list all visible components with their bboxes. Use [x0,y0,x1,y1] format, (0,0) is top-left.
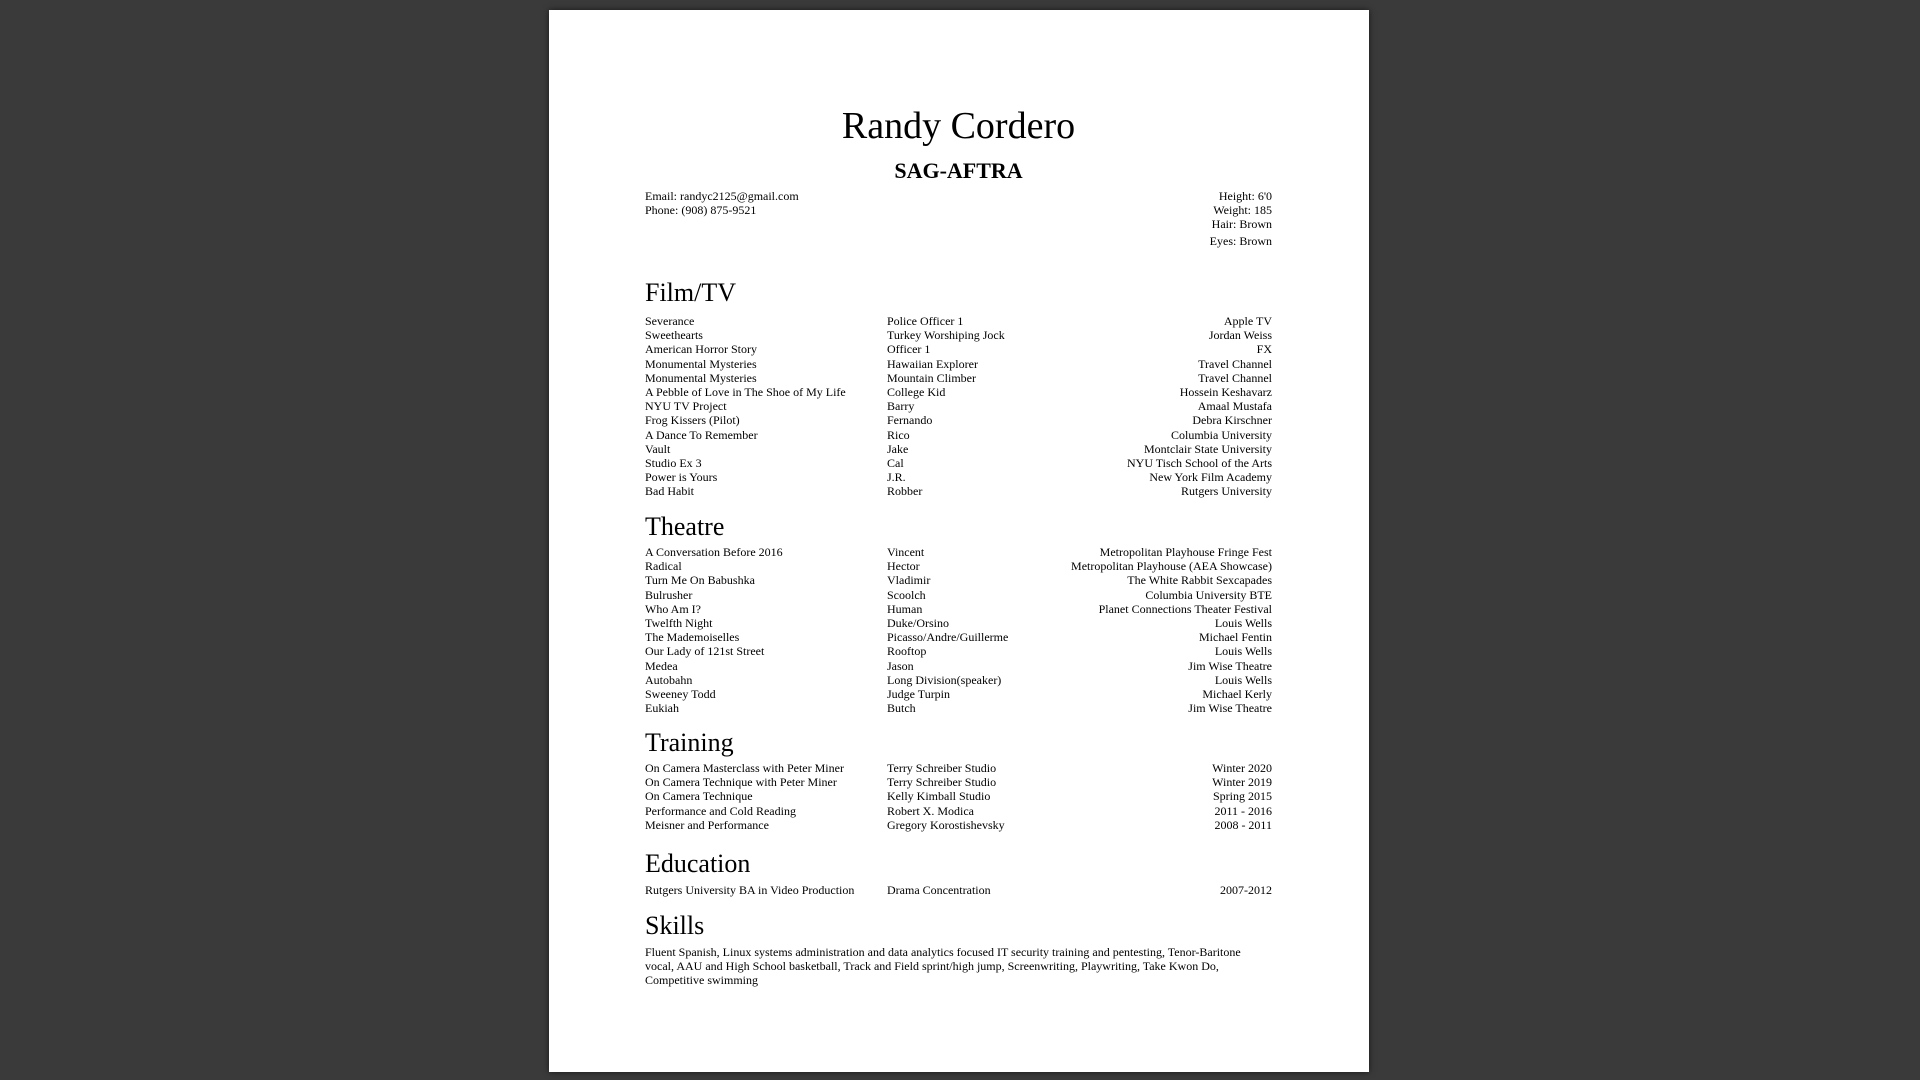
credit-venue: Travel Channel [1198,370,1272,385]
credit-role: Cal [887,455,904,470]
credit-role: Long Division(speaker) [887,672,1002,687]
height-line: Height: 6'0 [1218,189,1272,203]
credit-title: Sweethearts [645,328,703,343]
phone-line: Phone: (908) 875-9521 [645,203,757,217]
credit-title: A Dance To Remember [645,427,758,442]
credit-row [645,588,1272,602]
credit-venue: Travel Channel [1198,356,1272,371]
resume-page [549,10,1369,1072]
credit-title: Turn Me On Babushka [645,573,755,588]
credit-venue: Hossein Keshavarz [1179,384,1272,399]
credit-role: Officer 1 [887,342,931,357]
credit-row [645,761,1272,775]
section-title-skills: Skills [645,911,705,940]
credit-role: Kelly Kimball Studio [887,789,991,804]
credit-row [645,687,1272,701]
credit-row [645,442,1272,456]
credit-venue: Debra Kirschner [1192,413,1272,428]
skills-text: Fluent Spanish, Linux systems administration and data analytics focused IT security training and pentesting, Tenor-Baritone vocal, AAU and High School basketball, Track and Field sprint/high jump, Screenwriting, Playwriting, Take Kwon Do, Competitive swimming [645,945,1241,988]
credit-title: Eukiah [645,701,679,716]
credit-row [645,701,1272,715]
credit-venue: Michael Kerly [1202,686,1272,701]
credit-role: Duke/Orsino [887,615,949,630]
credit-row [645,456,1272,470]
education-list [645,883,1272,897]
credit-title: Studio Ex 3 [645,455,702,470]
eyes-line: Eyes: Brown [1209,234,1272,248]
credit-title: Our Lady of 121st Street [645,644,765,659]
section-title-training: Training [645,728,734,757]
credit-venue: Columbia University BTE [1145,587,1272,602]
credit-row [645,818,1272,832]
credit-title: On Camera Technique with Peter Miner [645,775,837,790]
credit-role: Vincent [887,545,925,559]
credit-title: Frog Kissers (Pilot) [645,413,740,428]
credit-venue: Metropolitan Playhouse Fringe Fest [1099,545,1272,559]
credit-venue: 2007-2012 [1220,883,1272,897]
credit-row [645,883,1272,897]
credit-role: Gregory Korostishevsky [887,817,1005,832]
credit-title: Autobahn [645,672,693,687]
credit-row [645,413,1272,427]
credit-row [645,559,1272,573]
credit-role: Terry Schreiber Studio [887,761,997,775]
credit-venue: NYU Tisch School of the Arts [1126,455,1272,470]
credit-title: On Camera Technique [645,789,753,804]
credit-row [645,328,1272,342]
union-affiliation: SAG-AFTRA [894,158,1023,183]
credit-title: Medea [645,658,678,673]
credit-venue: Apple TV [1223,314,1272,328]
email-line: Email: randyc2125@gmail.com [645,189,799,203]
credit-venue: FX [1256,342,1272,357]
credit-title: Rutgers University BA in Video Production [645,883,855,897]
credit-row [645,371,1272,385]
credit-title: Performance and Cold Reading [645,803,796,818]
credit-role: Hawaiian Explorer [887,356,978,371]
credit-venue: Montclair State University [1144,441,1272,456]
credit-role: Drama Concentration [887,883,991,897]
credit-venue: The White Rabbit Sexcapades [1127,573,1272,588]
credit-role: Picasso/Andre/Guillerme [887,630,1009,645]
credit-venue: Jim Wise Theatre [1188,658,1272,673]
credit-role: Jason [887,658,914,673]
credit-row [645,385,1272,399]
contact-info [645,189,799,217]
credit-title: Severance [645,314,695,328]
credit-title: Sweeney Todd [645,686,716,701]
credit-row [645,789,1272,803]
credit-venue: Amaal Mustafa [1197,399,1272,414]
credit-row [645,399,1272,413]
credit-role: Robert X. Modica [887,803,974,818]
credit-row [645,602,1272,616]
credit-title: NYU TV Project [645,399,727,414]
credit-title: Who Am I? [645,601,701,616]
credit-title: Monumental Mysteries [645,356,757,371]
credit-role: Human [887,601,923,616]
credit-row [645,314,1272,328]
section-title-film-tv: Film/TV [645,278,737,307]
credit-row [645,804,1272,818]
hair-line: Hair: Brown [1211,217,1272,231]
credit-role: Vladimir [887,573,931,588]
film-tv-list [645,314,1272,498]
credit-title: Radical [645,559,682,574]
credit-venue: Spring 2015 [1212,789,1272,804]
section-title-theatre: Theatre [645,512,725,541]
credit-role: Robber [887,484,923,499]
credit-title: The Mademoiselles [645,630,740,645]
credit-title: American Horror Story [645,342,757,357]
credit-row [645,545,1272,559]
credit-venue: Winter 2020 [1212,761,1272,775]
credit-row [645,659,1272,673]
credit-role: Turkey Worshiping Jock [887,328,1005,343]
credit-venue: Jordan Weiss [1208,328,1272,343]
credit-venue: 2008 - 2011 [1214,817,1272,832]
credit-venue: New York Film Academy [1149,470,1272,485]
credit-role: Butch [887,701,916,716]
credit-venue: Planet Connections Theater Festival [1098,601,1272,616]
credit-row [645,644,1272,658]
credit-venue: Winter 2019 [1212,775,1272,790]
credit-role: Rooftop [887,644,927,659]
credit-venue: Louis Wells [1214,644,1272,659]
credit-title: Vault [645,441,671,456]
weight-line: Weight: 185 [1213,203,1272,217]
actor-name: Randy Cordero [841,105,1076,147]
credit-role: Barry [887,399,915,414]
credit-role: Police Officer 1 [887,314,964,328]
credit-venue: Michael Fentin [1199,630,1272,645]
theatre-list [645,545,1272,715]
credit-role: Fernando [887,413,933,428]
credit-venue: Louis Wells [1214,615,1272,630]
credit-role: Hector [887,559,920,574]
credit-title: Bad Habit [645,484,694,499]
credit-venue: Rutgers University [1181,484,1272,499]
credit-role: College Kid [887,384,946,399]
credit-title: Power is Yours [645,470,718,485]
credit-row [645,775,1272,789]
credit-row [645,573,1272,587]
credit-role: Jake [887,441,909,456]
credit-venue: Louis Wells [1214,672,1272,687]
credit-venue: Columbia University [1171,427,1272,442]
credit-venue: Metropolitan Playhouse (AEA Showcase) [1071,559,1272,574]
section-title-education: Education [645,849,751,878]
credit-row [645,428,1272,442]
credit-venue: Jim Wise Theatre [1188,701,1272,716]
credit-title: A Pebble of Love in The Shoe of My Life [645,384,846,399]
credit-row [645,673,1272,687]
credit-venue: 2011 - 2016 [1214,803,1272,818]
training-list [645,761,1272,832]
credit-role: Mountain Climber [887,370,976,385]
credit-title: Meisner and Performance [645,817,769,832]
credit-row [645,630,1272,644]
credit-title: Bulrusher [645,587,693,602]
credit-row [645,342,1272,356]
credit-row [645,357,1272,371]
credit-row [645,470,1272,484]
credit-role: Judge Turpin [887,686,951,701]
credit-row [645,616,1272,630]
credit-role: Scoolch [887,587,926,602]
physical-stats [1210,189,1272,248]
credit-title: Monumental Mysteries [645,370,757,385]
credit-role: Terry Schreiber Studio [887,775,997,790]
credit-row [645,484,1272,498]
credit-role: J.R. [887,470,906,485]
credit-title: A Conversation Before 2016 [645,545,783,559]
credit-role: Rico [887,427,910,442]
credit-title: On Camera Masterclass with Peter Miner [645,761,844,775]
credit-title: Twelfth Night [645,615,713,630]
